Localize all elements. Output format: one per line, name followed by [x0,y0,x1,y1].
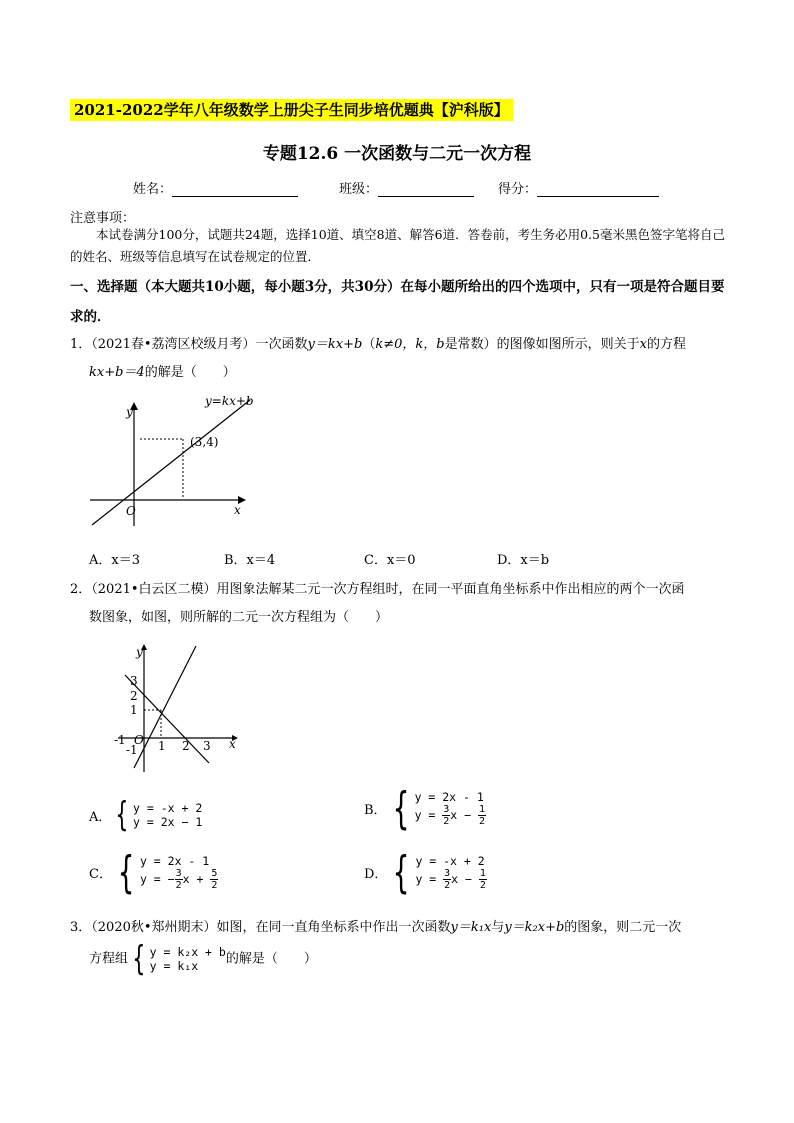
origin-label: O [126,504,136,518]
score-label: 得分： [498,182,538,197]
class-blank[interactable] [378,182,474,197]
line-kx-b [92,400,250,525]
page-title: 专题12.6 一次函数与二元一次方程 [262,144,532,164]
line-label: y=kx+b [205,394,254,408]
x-tick-neg1: -1 [114,733,126,747]
x-axis-label: x [229,737,236,751]
x-axis-label: x [234,503,241,517]
q1-option-b[interactable]: B．x＝4 [224,553,276,568]
x-tick-3: 3 [203,739,211,753]
y-axis-label: y [126,405,133,419]
brace: { [132,939,146,979]
class-field[interactable] [339,178,474,197]
brace: { [393,846,410,898]
q2-option-d[interactable]: D． { y = -x + 2 y = $\frac{3}{2}$ x − $\frac{1}{2}$ [364,846,486,898]
brace: { [117,846,135,898]
q2-graph [110,640,250,780]
q1-graph [80,388,280,538]
brace: { [392,782,409,834]
x-tick-1: 1 [158,739,166,753]
q1-option-c[interactable]: C．x＝0 [364,553,416,568]
q2-option-b[interactable]: B． { y = 2x - 1 y = $\frac{3}{2}$ x − $\frac{1}{2}$ [364,782,486,834]
y-tick-3: 3 [130,674,138,688]
question-2: 2．（2021•白云区二模）用图象法解某二元一次方程组时，在同一平面直角坐标系中作出相应的两个一次函 数图象，如图，则所解的二元一次方程组为（ ） [70,582,685,625]
class-label: 班级： [339,182,379,197]
q1-option-d[interactable]: D．x＝b [497,553,550,568]
y-axis-label: y [136,645,143,659]
question-1: 1．（2021春•荔湾区校级月考）一次函数y＝kx+b（k≠0，k，b是常数）的图像如图所示，则关于x的方程 kx+b＝4的解是（ ） [70,337,686,380]
y-tick-neg1: -1 [126,743,138,757]
q1-option-a[interactable]: A．x＝3 [89,553,140,568]
section-1-heading: 一、选择题（本大题共10小题，每小题3分，共30分）在每小题所给出的四个选项中，只有一项是符合题目要求的． [70,279,725,325]
score-blank[interactable] [537,182,659,197]
name-blank[interactable] [172,182,298,197]
score-field[interactable] [498,178,659,197]
name-field[interactable] [133,178,298,197]
brace: { [115,795,129,835]
name-label: 姓名： [133,182,173,197]
y-tick-1: 1 [130,703,138,717]
header-banner: 2021-2022学年八年级数学上册尖子生同步培优题典【沪科版】 [70,99,513,121]
notice-heading: 注意事项： [70,211,136,226]
notice-text: 本试卷满分100分，试题共24题，选择10道、填空8道、解答6道．答卷前，考生务必用0.5毫米黑色签字笔将自己的姓名、班级等信息填写在试卷规定的位置． [70,227,725,264]
q2-option-c[interactable]: C． { y = 2x - 1 y = − $\frac{3}{2}$ x + $\frac{5}{2}$ [89,846,218,898]
y-tick-2: 2 [130,689,138,703]
point-label: (3,4) [190,435,219,449]
question-3: 3．（2020秋•郑州期末）如图，在同一直角坐标系中作出一次函数y＝k₁x与y＝k₂x+b的图象，则二元一次 方程组 { y = k₂x + b y = k₁x 的解是（ ） [70,920,682,979]
q2-option-a[interactable]: A． { y = -x + 2 y = 2x − 1 [89,795,203,835]
x-tick-2: 2 [182,739,190,753]
origin-label: O [134,733,144,747]
